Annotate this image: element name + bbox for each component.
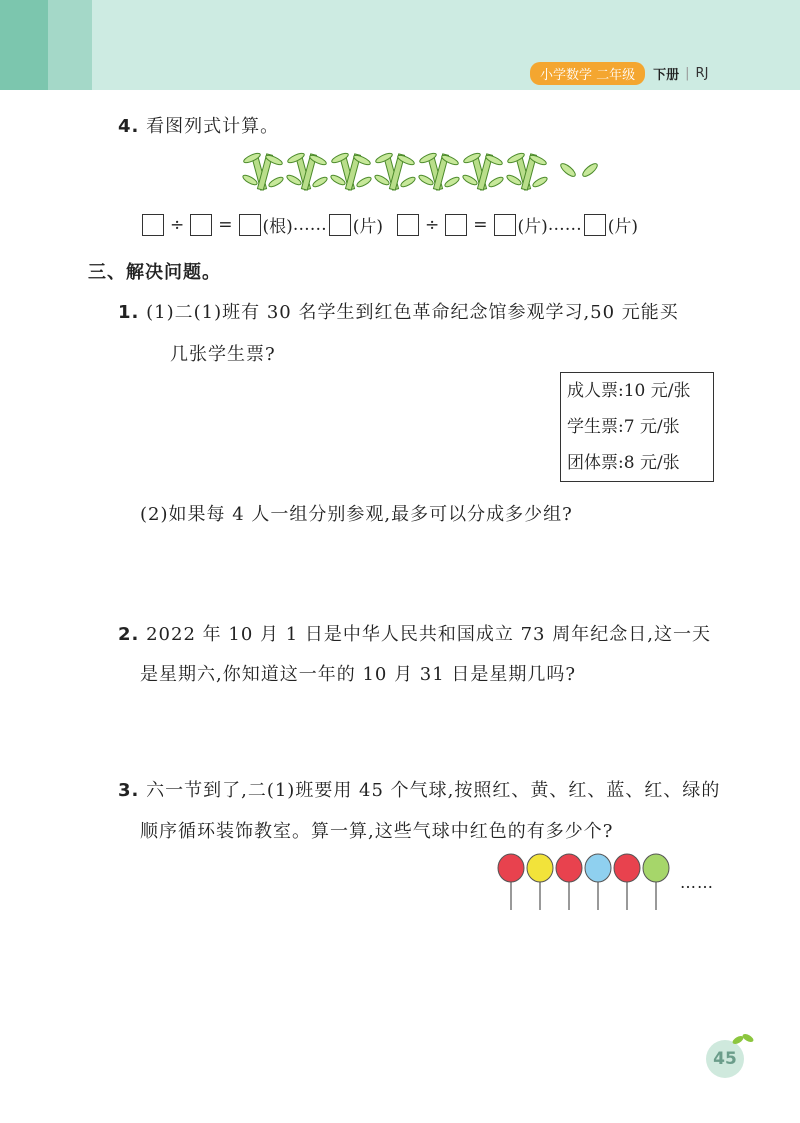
edition-label: RJ [695,66,709,81]
leaf-icon [730,1030,756,1050]
p2-number: 2. [118,624,140,645]
balloon [527,854,553,882]
q4-heading [118,112,279,138]
balloon [556,854,582,882]
unit-label: (片) [352,217,384,237]
unit-label: (根) [262,217,293,237]
bamboo-bundle [374,151,417,190]
answer-box[interactable] [584,214,606,236]
answer-box[interactable] [329,214,351,236]
bamboo-bundle [286,151,329,190]
q4-answer-row [140,212,638,237]
bamboo-bundle [242,151,285,190]
answer-box[interactable] [494,214,516,236]
balloons-illustration [495,852,685,912]
remainder-dots: …… [292,214,327,235]
equals-sign: = [218,214,233,235]
p3-number: 3. [118,780,140,801]
p3-line1 [118,776,720,802]
header-stripe [0,0,48,90]
subject-label: 小学数学 二年级 [530,62,645,85]
book-info [530,62,708,85]
price-adult: 成人票:10 元/张 [567,381,691,401]
answer-box[interactable] [142,214,164,236]
p1-number: 1. [118,302,140,323]
divider: | [685,66,690,81]
price-group: 团体票:8 元/张 [567,453,680,473]
page-number: 45 [706,1040,744,1078]
p2-text-1: 2022 年 10 月 1 日是中华人民共和国成立 73 周年纪念日,这一天 [146,624,711,645]
ticket-price-box [560,372,714,482]
equals-sign: = [473,214,488,235]
section-title: 三、解决问题。 [88,262,221,283]
bamboo-bundle [418,151,461,190]
unit-label: (片) [607,217,639,237]
balloon-ellipsis: …… [680,873,714,892]
bamboo-bundle [506,151,549,190]
answer-box[interactable] [239,214,261,236]
unit-label: (片) [517,217,548,237]
price-student: 学生票:7 元/张 [567,417,680,437]
p1-text-1: (1)二(1)班有 30 名学生到红色革命纪念馆参观学习,50 元能买 [146,302,679,323]
volume-label: 下册 [653,68,680,83]
header-stripe [48,0,92,90]
balloon [643,854,669,882]
p2-line1 [118,620,711,646]
answer-box[interactable] [190,214,212,236]
balloon [614,854,640,882]
balloon [498,854,524,882]
divide-sign: ÷ [425,214,440,235]
q4-number: 4. [118,116,140,137]
loose-leaf [581,162,599,179]
p1-text-2: 几张学生票? [170,344,276,365]
answer-box[interactable] [397,214,419,236]
balloon [585,854,611,882]
divide-sign: ÷ [170,214,185,235]
bamboo-bundle [462,151,505,190]
p1-part2: (2)如果每 4 人一组分别参观,最多可以分成多少组? [140,504,573,525]
page-header [0,0,800,90]
bamboo-illustration [240,148,620,194]
p3-text-2: 顺序循环装饰教室。算一算,这些气球中红色的有多少个? [140,821,614,842]
loose-leaf [559,162,577,179]
p3-text-1: 六一节到了,二(1)班要用 45 个气球,按照红、黄、红、蓝、红、绿的 [146,780,721,801]
p1-line1 [118,298,679,324]
p2-text-2: 是星期六,你知道这一年的 10 月 31 日是星期几吗? [140,664,577,685]
bamboo-bundle [330,151,373,190]
remainder-dots: …… [547,214,582,235]
q4-title: 看图列式计算。 [146,116,280,137]
answer-box[interactable] [445,214,467,236]
